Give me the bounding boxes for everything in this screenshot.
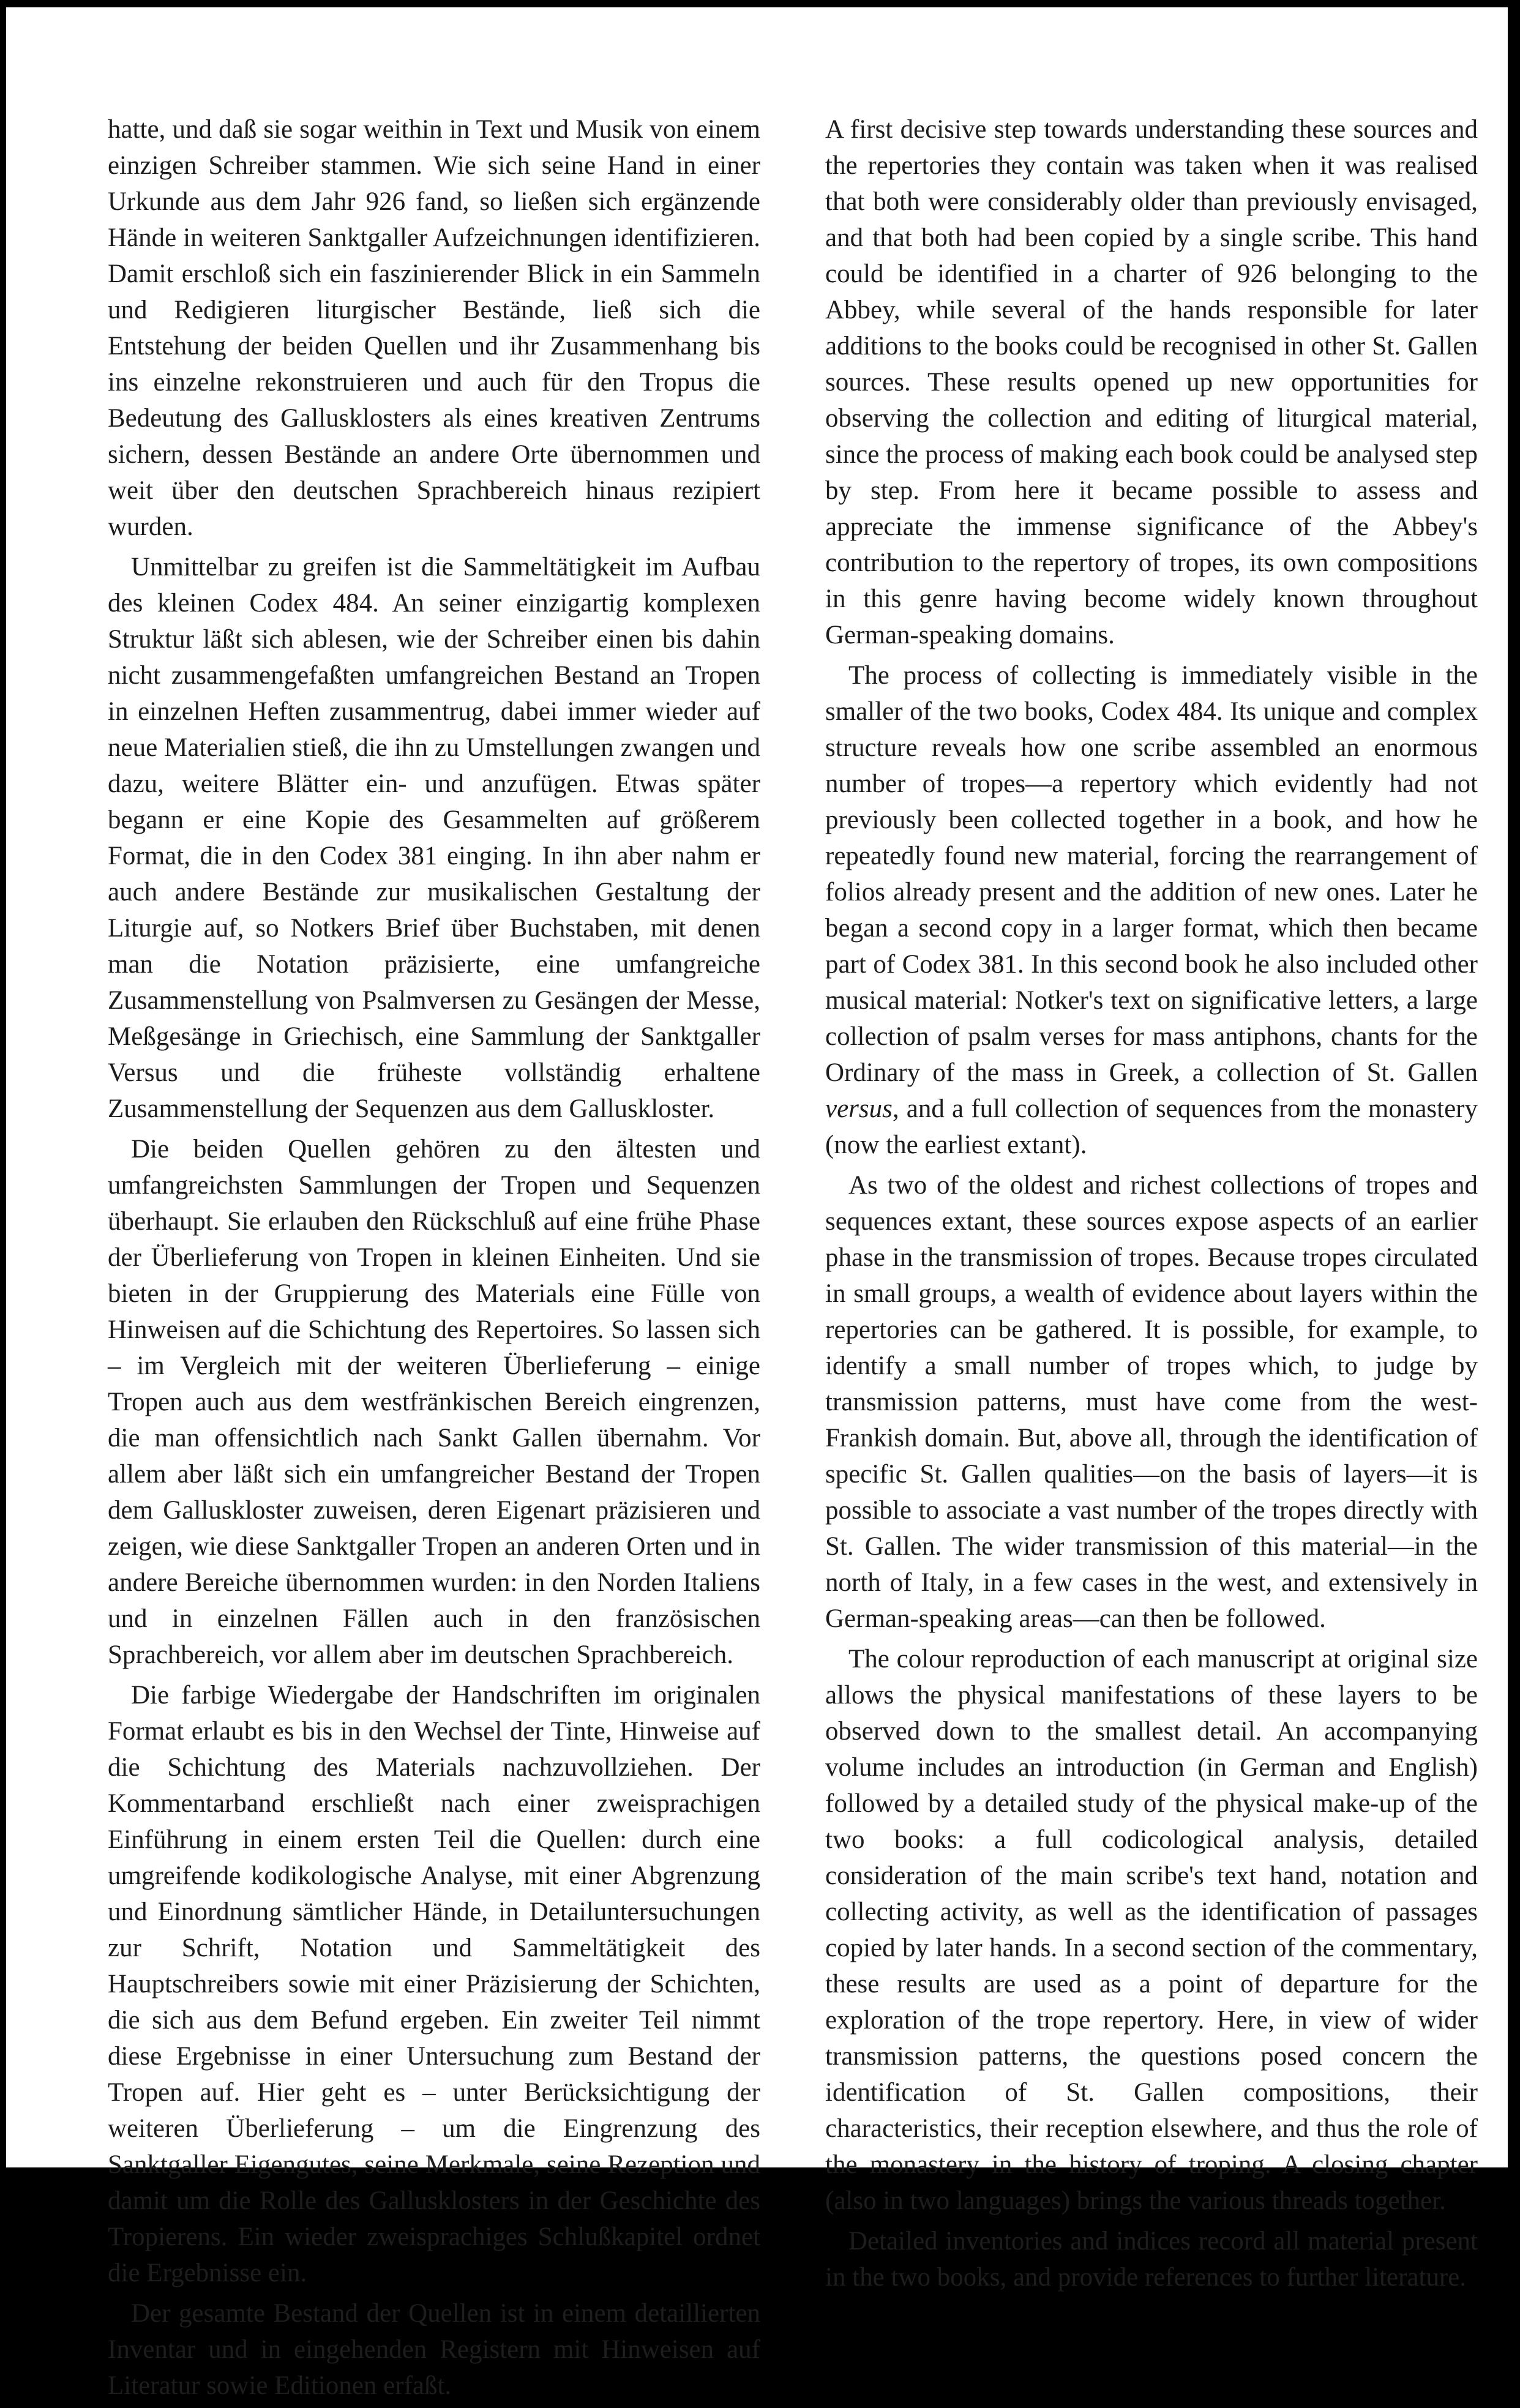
german-paragraph-2: Unmittelbar zu greifen ist die Sammeltätigkeit im Aufbau des kleinen Codex 484. An seiner einzigartig komplexen Struktur läßt sich ablesen, wie der Schreiber einen bis dahin nicht zusammengefaßten umfangreichen Bestand an Tropen in einzelnen Heften zusammentrug, dabei immer wieder auf neue Materialien stieß, die ihn zu Umstellungen zwangen und dazu, weitere Blätter ein- und anzufügen. Etwas später begann er eine Kopie des Gesammelten auf größerem Format, die in den Codex 381 einging. In ihn aber nahm er auch andere Bestände zur musikalischen Gestaltung der Liturgie auf, so Notkers Brief über Buchstaben, mit denen man die Notation präzisierte, eine umfangreiche Zusammenstellung von Psalmversen zu Gesängen der Messe, Meßgesänge in Griechisch, eine Sammlung der Sanktgaller Versus und die früheste vollständig erhaltene Zusammenstellung der Sequenzen aus dem Galluskloster. xyxy=(108,553,760,1123)
english-paragraph-4: The colour reproduction of each manuscript at original size allows the physical manifestations of these layers to be observed down to the smallest detail. An accompanying volume includes an introduction (in German and English) followed by a detailed study of the physical make-up of the two books: a full codicological analysis, detailed consideration of the main scribe's text hand, notation and collecting activity, as well as the identification of passages copied by later hands. In a second section of the commentary, these results are used as a point of departure for the exploration of the trope repertory. Here, in view of wider transmission patterns, the questions posed concern the identification of St. Gallen compositions, their characteristics, their reception elsewhere, and thus the role of the monastery in the history of troping. A closing chapter (also in two languages) brings the various threads together. xyxy=(825,1645,1478,2215)
english-paragraph-2: The process of collecting is immediately visible in the smaller of the two books, Codex 484. Its unique and complex structure reveals how one scribe assembled an enormous number of tropes—a repertory which evidently had not previously been collected together in a book, and how he repeatedly found new material, forcing the rearrangement of folios already present and the addition of new ones. Later he began a second copy in a larger format, which then became part of Codex 381. In this second book he also included other musical material: Notker's text on significative letters, a large collection of psalm verses for mass antiphons, chants for the Ordinary of the mass in Greek, a collection of St. Gallen versus, and a full collection of sequences from the monastery (now the earliest extant). xyxy=(825,661,1478,1159)
german-paragraph-4: Die farbige Wiedergabe der Handschriften im originalen Format erlaubt es bis in den Wechsel der Tinte, Hinweise auf die Schichtung des Materials nachzuvollziehen. Der Kommentarband erschließt nach einer zweisprachigen Einführung in einem ersten Teil die Quellen: durch eine umgreifende kodikologische Analyse, mit einer Abgrenzung und Einordnung sämtlicher Hände, in Detailuntersuchungen zur Schrift, Notation und Sammeltätigkeit des Hauptschreibers sowie mit einer Präzisierung der Schichten, die sich aus dem Befund ergeben. Ein zweiter Teil nimmt diese Ergebnisse in einer Untersuchung zum Bestand der Tropen auf. Hier geht es – unter Berücksichtigung der weiteren Überlieferung – um die Eingrenzung des Sanktgaller Eigengutes, seine Merkmale, seine Rezeption und damit um die Rolle des Gallusklosters in der Geschichte des Tropierens. Ein wieder zweisprachiges Schlußkapitel ordnet die Ergebnisse ein. xyxy=(108,1681,760,2287)
english-column xyxy=(825,111,1478,2300)
english-paragraph-3: As two of the oldest and richest collections of tropes and sequences extant, these sources expose aspects of an earlier phase in the transmission of tropes. Because tropes circulated in small groups, a wealth of evidence about layers within the repertories can be gathered. It is possible, for example, to identify a small number of tropes which, to judge by transmission patterns, must have come from the west-Frankish domain. But, above all, through the identification of specific St. Gallen qualities—on the basis of layers—it is possible to associate a vast number of the tropes directly with St. Gallen. The wider transmission of this material—in the north of Italy, in a few cases in the west, and extensively in German-speaking areas—can then be followed. xyxy=(825,1171,1478,1633)
german-column xyxy=(108,111,760,2408)
german-paragraph-3: Die beiden Quellen gehören zu den ältesten und umfangreichsten Sammlungen der Tropen und Sequenzen überhaupt. Sie erlauben den Rückschluß auf eine frühe Phase der Überlieferung von Tropen in kleinen Einheiten. Und sie bieten in der Gruppierung des Materials eine Fülle von Hinweisen auf die Schichtung des Repertoires. So lassen sich – im Vergleich mit der weiteren Überlieferung – einige Tropen auch aus dem westfränkischen Bereich eingrenzen, die man offensichtlich nach Sankt Gallen übernahm. Vor allem aber läßt sich ein umfangreicher Bestand der Tropen dem Galluskloster zuweisen, deren Eigenart präzisieren und zeigen, wie diese Sanktgaller Tropen an anderen Orten und in andere Bereiche übernommen wurden: in den Norden Italiens und in einzelnen Fällen auch in den französischen Sprachbereich, vor allem aber im deutschen Sprachbereich. xyxy=(108,1135,760,1669)
german-paragraph-5: Der gesamte Bestand der Quellen ist in einem detaillierten Inventar und in eingehenden Registern mit Hinweisen auf Literatur sowie Editionen erfaßt. xyxy=(108,2299,760,2400)
document-page xyxy=(6,7,1508,2400)
english-paragraph-5: Detailed inventories and indices record all material present in the two books, and provide references to further literature. xyxy=(825,2227,1478,2292)
german-paragraph-1: hatte, und daß sie sogar weithin in Text und Musik von einem einzigen Schreiber stammen. Wie sich seine Hand in einer Urkunde aus dem Jahr 926 fand, so ließen sich ergänzende Hände in weiteren Sanktgaller Aufzeichnungen identifizieren. Damit erschloß sich ein faszinierender Blick in ein Sammeln und Redigieren liturgischer Bestände, ließ sich die Entstehung der beiden Quellen und ihr Zusammenhang bis ins einzelne rekonstruieren und auch für den Tropus die Bedeutung des Gallusklosters als eines kreativen Zentrums sichern, dessen Bestände an andere Orte übernommen und weit über den deutschen Sprachbereich hinaus rezipiert wurden. xyxy=(108,115,760,541)
english-paragraph-1: A first decisive step towards understanding these sources and the repertories they contain was taken when it was realised that both were considerably older than previously envisaged, and that both had been copied by a single scribe. This hand could be identified in a charter of 926 belonging to the Abbey, while several of the hands responsible for later additions to the books could be recognised in other St. Gallen sources. These results opened up new opportunities for observing the collection and editing of liturgical material, since the process of making each book could be analysed step by step. From here it became possible to assess and appreciate the immense significance of the Abbey's contribution to the repertory of tropes, its own compositions in this genre having become widely known throughout German-speaking domains. xyxy=(825,115,1478,649)
